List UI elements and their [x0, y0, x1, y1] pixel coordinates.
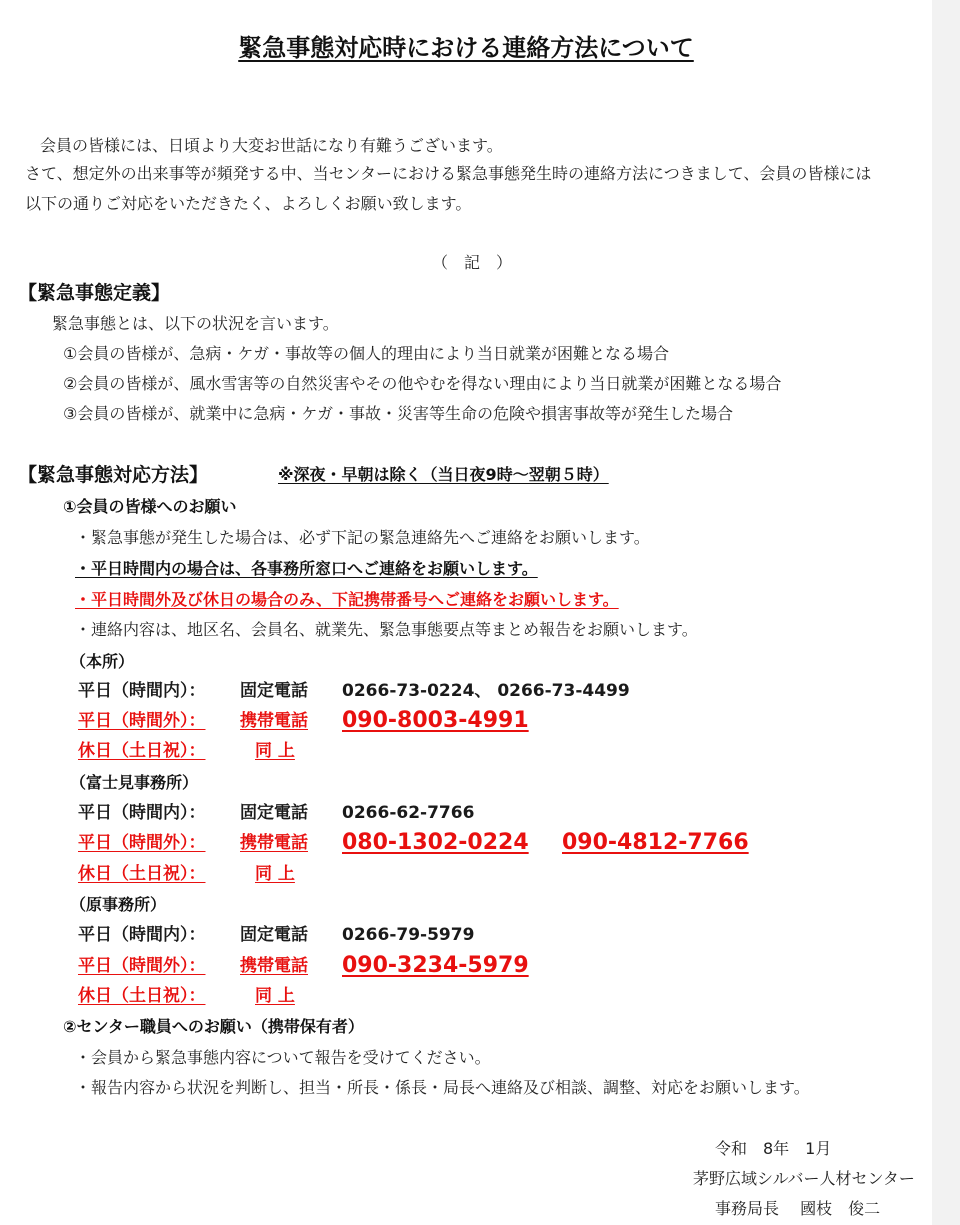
members-bullet-3: ・平日時間外及び休日の場合のみ、下記携帯番号へご連絡をお願いします。	[75, 590, 619, 609]
definition-item-1: ①会員の皆様が、急病・ケガ・事故等の個人的理由により当日就業が困難となる場合	[63, 344, 670, 363]
holiday-label: 休日（土日祝）：	[78, 741, 206, 761]
staff-heading: ②センター職員へのお願い（携帯保有者）	[63, 1017, 364, 1036]
weekday-in-label: 平日（時間内）：	[78, 681, 206, 701]
intro-line-3: 以下の通りご対応をいただきたく、よろしくお願い致します。	[25, 194, 472, 213]
members-bullet-1: ・緊急事態が発生した場合は、必ず下記の緊急連絡先へご連絡をお願いします。	[75, 528, 650, 547]
mobile-label: 携帯電話	[240, 956, 308, 976]
office-name-hara: （原事務所）	[70, 895, 167, 914]
method-note: ※深夜・早朝は除く（当日夜9時～翌朝５時）	[278, 465, 609, 484]
holiday-same-as-above: 同 上	[255, 741, 295, 761]
landline-label: 固定電話	[240, 925, 308, 945]
members-bullet-4: ・連絡内容は、地区名、会員名、就業先、緊急事態要点等まとめ報告をお願いします。	[75, 620, 698, 639]
intro-line-1: 会員の皆様には、日頃より大変お世話になり有難うございます。	[40, 136, 503, 155]
mobile-number: 090-3234-5979	[342, 953, 529, 978]
mobile-label: 携帯電話	[240, 833, 308, 853]
page-title: 緊急事態対応時における連絡方法について	[238, 34, 694, 62]
weekday-in-label: 平日（時間内）：	[78, 925, 206, 945]
ki-marker: （ 記 ）	[432, 253, 513, 272]
holiday-label: 休日（土日祝）：	[78, 864, 206, 884]
staff-bullet-2: ・報告内容から状況を判断し、担当・所長・係長・局長へ連絡及び相談、調整、対応をお願いします。	[75, 1078, 810, 1097]
definition-heading: 【緊急事態定義】	[18, 282, 171, 304]
weekday-out-label: 平日（時間外）：	[78, 956, 206, 976]
intro-line-2: さて、想定外の出来事等が頻発する中、当センターにおける緊急事態発生時の連絡方法につきまして、会員の皆様には	[25, 164, 872, 183]
weekday-in-label: 平日（時間内）：	[78, 803, 206, 823]
landline-numbers: 0266-73-0224、 0266-73-4499	[342, 681, 630, 701]
staff-bullet-1: ・会員から緊急事態内容について報告を受けてください。	[75, 1048, 491, 1067]
holiday-same-as-above: 同 上	[255, 986, 295, 1006]
weekday-out-label: 平日（時間外）：	[78, 833, 206, 853]
holiday-same-as-above: 同 上	[255, 864, 295, 884]
landline-numbers: 0266-79-5979	[342, 925, 475, 945]
landline-label: 固定電話	[240, 803, 308, 823]
mobile-number: 090-8003-4991	[342, 708, 529, 733]
weekday-out-label: 平日（時間外）：	[78, 711, 206, 731]
mobile-number: 080-1302-0224	[342, 830, 529, 855]
method-heading: 【緊急事態対応方法】	[18, 464, 209, 486]
landline-numbers: 0266-62-7766	[342, 803, 475, 823]
mobile-number-2: 090-4812-7766	[562, 830, 749, 855]
office-name-fujimi: （富士見事務所）	[70, 773, 199, 792]
holiday-label: 休日（土日祝）：	[78, 986, 206, 1006]
footer-date: 令和 8年 1月	[715, 1139, 832, 1158]
members-bullet-2: ・平日時間内の場合は、各事務所窓口へご連絡をお願いします。	[75, 559, 538, 578]
members-heading: ①会員の皆様へのお願い	[63, 497, 237, 516]
page-edge	[932, 0, 960, 1225]
definition-item-2: ②会員の皆様が、風水雪害等の自然災害やその他やむを得ない理由により当日就業が困難となる場合	[63, 374, 782, 393]
footer-signer: 事務局長 國枝 俊二	[715, 1199, 881, 1218]
mobile-label: 携帯電話	[240, 711, 308, 731]
definition-item-3: ③会員の皆様が、就業中に急病・ケガ・事故・災害等生命の危険や損害事故等が発生した場合	[63, 404, 734, 423]
office-name-honsho: （本所）	[70, 652, 135, 671]
landline-label: 固定電話	[240, 681, 308, 701]
definition-lead: 緊急事態とは、以下の状況を言います。	[52, 314, 339, 333]
footer-organization: 茅野広域シルバー人材センター	[693, 1169, 915, 1188]
